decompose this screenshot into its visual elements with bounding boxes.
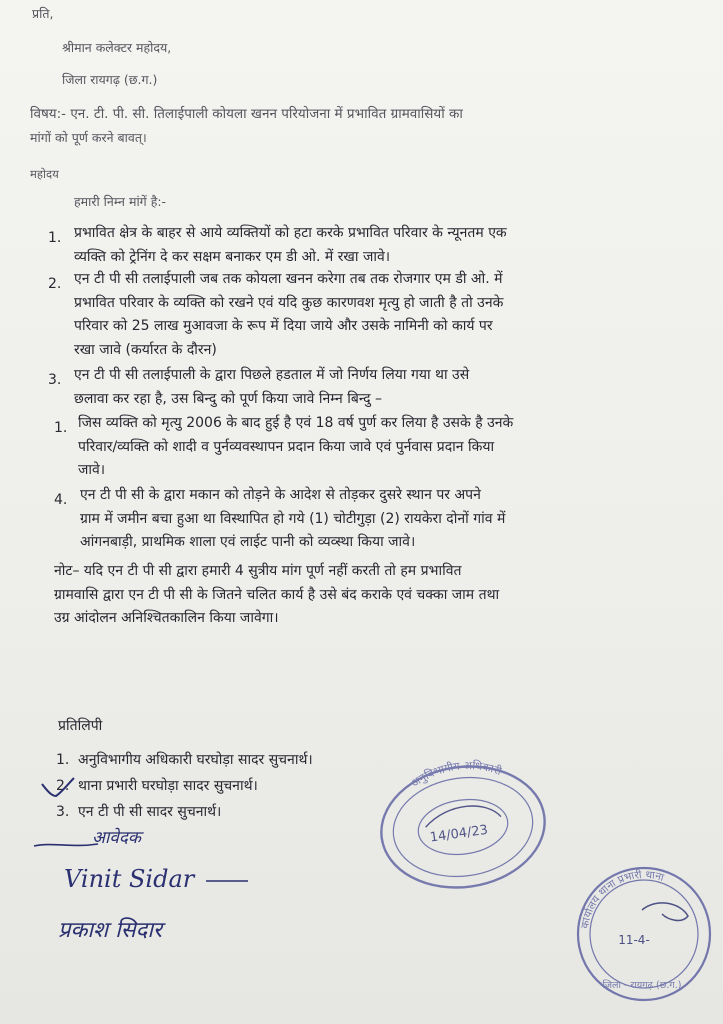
copy-number: 1. <box>56 752 70 768</box>
copy-number: 2. <box>56 778 70 794</box>
copy-number: 3. <box>56 804 70 820</box>
note-paragraph <box>54 560 499 631</box>
stamp2-footer: जिला - रायगढ़ (छ.ग.) <box>602 980 682 991</box>
demand-number: 1. <box>48 230 62 246</box>
demand-line: रखा जावे (कर्यारत के दौरन) <box>74 341 217 358</box>
copy-item: अनुविभागीय अधिकारी घरघोड़ा सादर सुचनार्थ। <box>78 752 313 768</box>
stamp1-arc-text: अनुविभागीय अधिकारी <box>408 759 504 790</box>
demand-line: आंगनबाड़ी, प्राथमिक शाला एवं लाईट पानी को व्यव्स्था किया जावे। <box>80 534 416 550</box>
copy-item: एन टी पी सी सादर सुचनार्थ। <box>78 804 222 820</box>
demand-line: प्रभावित परिवार के व्यक्ति को रखने एवं यदि कुछ कारणवश मृत्यु हो जाती है तो उनके <box>74 294 504 311</box>
signature-prakash: प्रकाश सिदार <box>58 918 163 943</box>
note-line: नोट– यदि एन टी पी सी द्वारा हमारी 4 सुत्रीय मांग पूर्ण नहीं करती तो हम प्रभावित <box>54 563 462 579</box>
subject-line-2: मांगों को पूर्ण करने बावत्। <box>30 130 147 145</box>
prati-label: प्रति, <box>32 6 54 21</box>
demand-line: व्यक्ति को ट्रेनिंग दे कर सक्षम बनाकर एम डी ओ. में रखा जावे। <box>74 248 391 265</box>
demand-line: एन टी पी सी तलाईपाली के द्वारा पिछले हडताल में जो निर्णय लिया गया था उसे <box>74 367 470 383</box>
demand-item <box>80 484 505 555</box>
subject-line-1: विषय:- एन. टी. पी. सी. तिलाईपाली कोयला खनन परियोजना में प्रभावित ग्रामवासियों का <box>30 106 463 122</box>
stamp2-date: 11-4- <box>618 933 650 947</box>
pen-tick-mark <box>38 774 78 800</box>
signature-dash <box>32 838 102 852</box>
intro-line: हमारी निम्न मांगें है:- <box>74 194 167 209</box>
applicant-label: आवेदक <box>92 828 141 848</box>
demand-number: 1. <box>54 420 68 436</box>
demand-number: 2. <box>48 276 62 292</box>
demand-line: परिवार को 25 लाख मुआवजा के रूप में दिया जाये और उसके नामिनी को कार्य पर <box>74 318 493 334</box>
copies-heading: प्रतिलिपी <box>58 718 103 734</box>
district-line: जिला रायगढ़ (छ.ग.) <box>62 72 158 87</box>
demand-item <box>74 268 503 362</box>
signature-underline <box>204 876 252 886</box>
demand-line: एन टी पी सी तलाईपाली जब तक कोयला खनन करेगा तब तक रोजगार एम डी ओ. में <box>74 271 503 287</box>
copy-item: थाना प्रभारी घरघोड़ा सादर सुचनार्थ। <box>78 778 258 794</box>
demand-line: एन टी पी सी के द्वारा मकान को तोड़ने के आदेश से तोड़कर दुसरे स्थान पर अपने <box>80 487 481 503</box>
demand-number: 4. <box>54 492 68 508</box>
stamp2-arc-text: कार्यालय थाना प्रभारी थाना <box>579 868 666 930</box>
note-line: उग्र आंदोलन अनिश्चितकालिन किया जावेगा। <box>54 610 279 626</box>
demand-item <box>74 364 469 411</box>
demand-item <box>74 222 507 269</box>
demand-line: प्रभावित क्षेत्र के बाहर से आये व्यक्तियों को हटा करके प्रभावित परिवार के न्यूनतम एक <box>74 225 507 241</box>
demand-line: परिवार/व्यक्ति को शादी व पुर्नव्यवस्थापन प्रदान किया जावे एवं पुर्नवास प्रदान किया <box>78 438 495 455</box>
demand-line: जिस व्यक्ति को मृत्यु 2006 के बाद हुई है एवं 18 वर्ष पुर्ण कर लिया है उसके है उनके <box>78 415 514 431</box>
demand-line: ग्राम में जमीन बचा हुआ था विस्थापित हो गये (1) चोटीगुड़ा (2) रायकेरा दोनों गांव में <box>80 510 506 527</box>
signature-vinit: Vinit Sidar <box>64 865 195 893</box>
note-line: ग्रामवासि द्वारा एन टी पी सी के जितने चलित कार्य है उसे बंद कराके एवं चक्का जाम तथा <box>54 586 500 603</box>
demand-item <box>78 412 513 483</box>
sdm-office-stamp <box>372 758 554 896</box>
stamp1-date: 14/04/23 <box>428 822 489 846</box>
demand-line: जावे। <box>78 462 106 478</box>
police-station-stamp <box>572 858 716 1006</box>
demand-number: 3. <box>48 372 62 388</box>
greeting: महोदय <box>30 167 59 181</box>
demand-line: छलावा कर रहा है, उस बिन्दु को पूर्ण किया जावे निम्न बिन्दु – <box>74 390 383 407</box>
salutation: श्रीमान कलेक्टर महोदय, <box>62 40 172 55</box>
